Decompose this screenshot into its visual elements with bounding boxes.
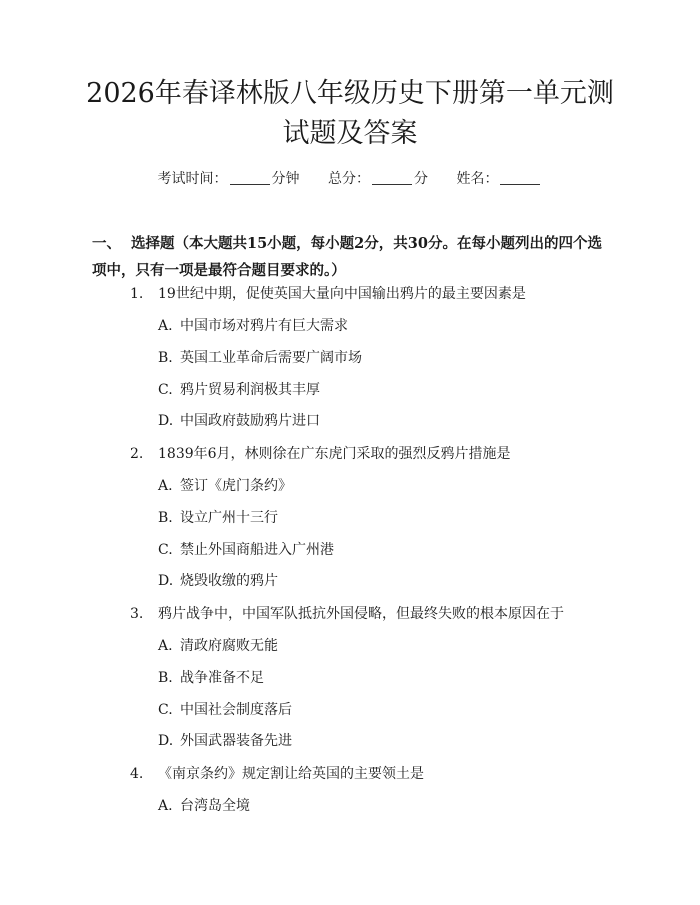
option-letter: A. bbox=[158, 798, 173, 814]
question-text: 《南京条约》规定割让给英国的主要领土是 bbox=[158, 766, 424, 782]
option-text: 外国武器装备先进 bbox=[180, 733, 292, 749]
exam-score bbox=[328, 171, 432, 187]
title-line-1: 2026年春译林版八年级历史下册第一单元测 bbox=[86, 78, 614, 109]
question-1-option-b bbox=[158, 347, 362, 367]
option-letter: A. bbox=[158, 478, 173, 494]
question-1-option-d bbox=[158, 410, 320, 430]
section-heading bbox=[92, 230, 612, 284]
option-letter: A. bbox=[158, 638, 173, 654]
exam-name bbox=[456, 171, 542, 187]
question-3-option-c bbox=[158, 699, 292, 719]
question-2 bbox=[130, 443, 511, 463]
option-letter: B. bbox=[158, 350, 173, 366]
option-letter: C. bbox=[158, 542, 173, 558]
option-text: 中国市场对鸦片有巨大需求 bbox=[180, 318, 348, 334]
option-text: 中国社会制度落后 bbox=[180, 702, 292, 718]
question-number: 1. bbox=[130, 286, 144, 302]
option-letter: C. bbox=[158, 382, 173, 398]
question-1-option-c bbox=[158, 379, 320, 399]
question-text: 鸦片战争中，中国军队抵抗外国侵略，但最终失败的根本原因在于 bbox=[158, 606, 564, 622]
option-text: 签订《虎门条约》 bbox=[180, 478, 292, 494]
score-unit: 分 bbox=[414, 171, 428, 187]
question-3-option-a bbox=[158, 635, 278, 655]
option-text: 台湾岛全境 bbox=[180, 798, 250, 814]
score-label: 总分： bbox=[328, 171, 370, 187]
question-3-option-d bbox=[158, 730, 292, 750]
question-number: 4. bbox=[130, 766, 144, 782]
option-text: 中国政府鼓励鸦片进口 bbox=[180, 413, 320, 429]
section-text: 选择题（本大题共15小题，每小题2分，共30分。在每小题列出的四个选项中，只有一项是最符合题目要求的。） bbox=[92, 235, 602, 279]
question-4-option-a bbox=[158, 795, 250, 815]
section-number: 一、 bbox=[92, 235, 121, 252]
question-number: 2. bbox=[130, 446, 144, 462]
name-label: 姓名： bbox=[456, 171, 499, 187]
name-blank bbox=[500, 184, 540, 185]
option-text: 禁止外国商船进入广州港 bbox=[180, 542, 334, 558]
time-label: 考试时间： bbox=[157, 171, 228, 187]
title-line-2: 试题及答案 bbox=[282, 118, 418, 149]
exam-meta bbox=[0, 168, 700, 188]
question-3 bbox=[130, 603, 564, 623]
option-letter: A. bbox=[158, 318, 173, 334]
question-2-option-b bbox=[158, 507, 278, 527]
option-letter: C. bbox=[158, 702, 173, 718]
document-title bbox=[60, 74, 640, 154]
question-2-option-d bbox=[158, 570, 278, 590]
question-1-option-a bbox=[158, 315, 348, 335]
exam-time bbox=[158, 171, 304, 187]
option-letter: B. bbox=[158, 670, 173, 686]
question-4 bbox=[130, 763, 424, 783]
question-3-option-b bbox=[158, 667, 264, 687]
question-text: 1839年6月，林则徐在广东虎门采取的强烈反鸦片措施是 bbox=[158, 446, 511, 462]
question-2-option-c bbox=[158, 539, 334, 559]
question-2-option-a bbox=[158, 475, 292, 495]
question-1 bbox=[130, 283, 526, 303]
option-text: 鸦片贸易利润极其丰厚 bbox=[180, 382, 320, 398]
option-text: 设立广州十三行 bbox=[180, 510, 278, 526]
option-text: 英国工业革命后需要广阔市场 bbox=[180, 350, 362, 366]
time-blank bbox=[230, 184, 270, 185]
option-text: 清政府腐败无能 bbox=[180, 638, 278, 654]
option-letter: B. bbox=[158, 510, 173, 526]
question-text: 19世纪中期，促使英国大量向中国输出鸦片的最主要因素是 bbox=[158, 286, 526, 302]
question-number: 3. bbox=[130, 606, 144, 622]
option-text: 战争准备不足 bbox=[180, 670, 264, 686]
option-letter: D. bbox=[158, 573, 174, 589]
time-unit: 分钟 bbox=[271, 171, 300, 187]
option-letter: D. bbox=[158, 733, 174, 749]
option-text: 烧毁收缴的鸦片 bbox=[180, 573, 278, 589]
score-blank bbox=[372, 184, 412, 185]
option-letter: D. bbox=[158, 413, 174, 429]
